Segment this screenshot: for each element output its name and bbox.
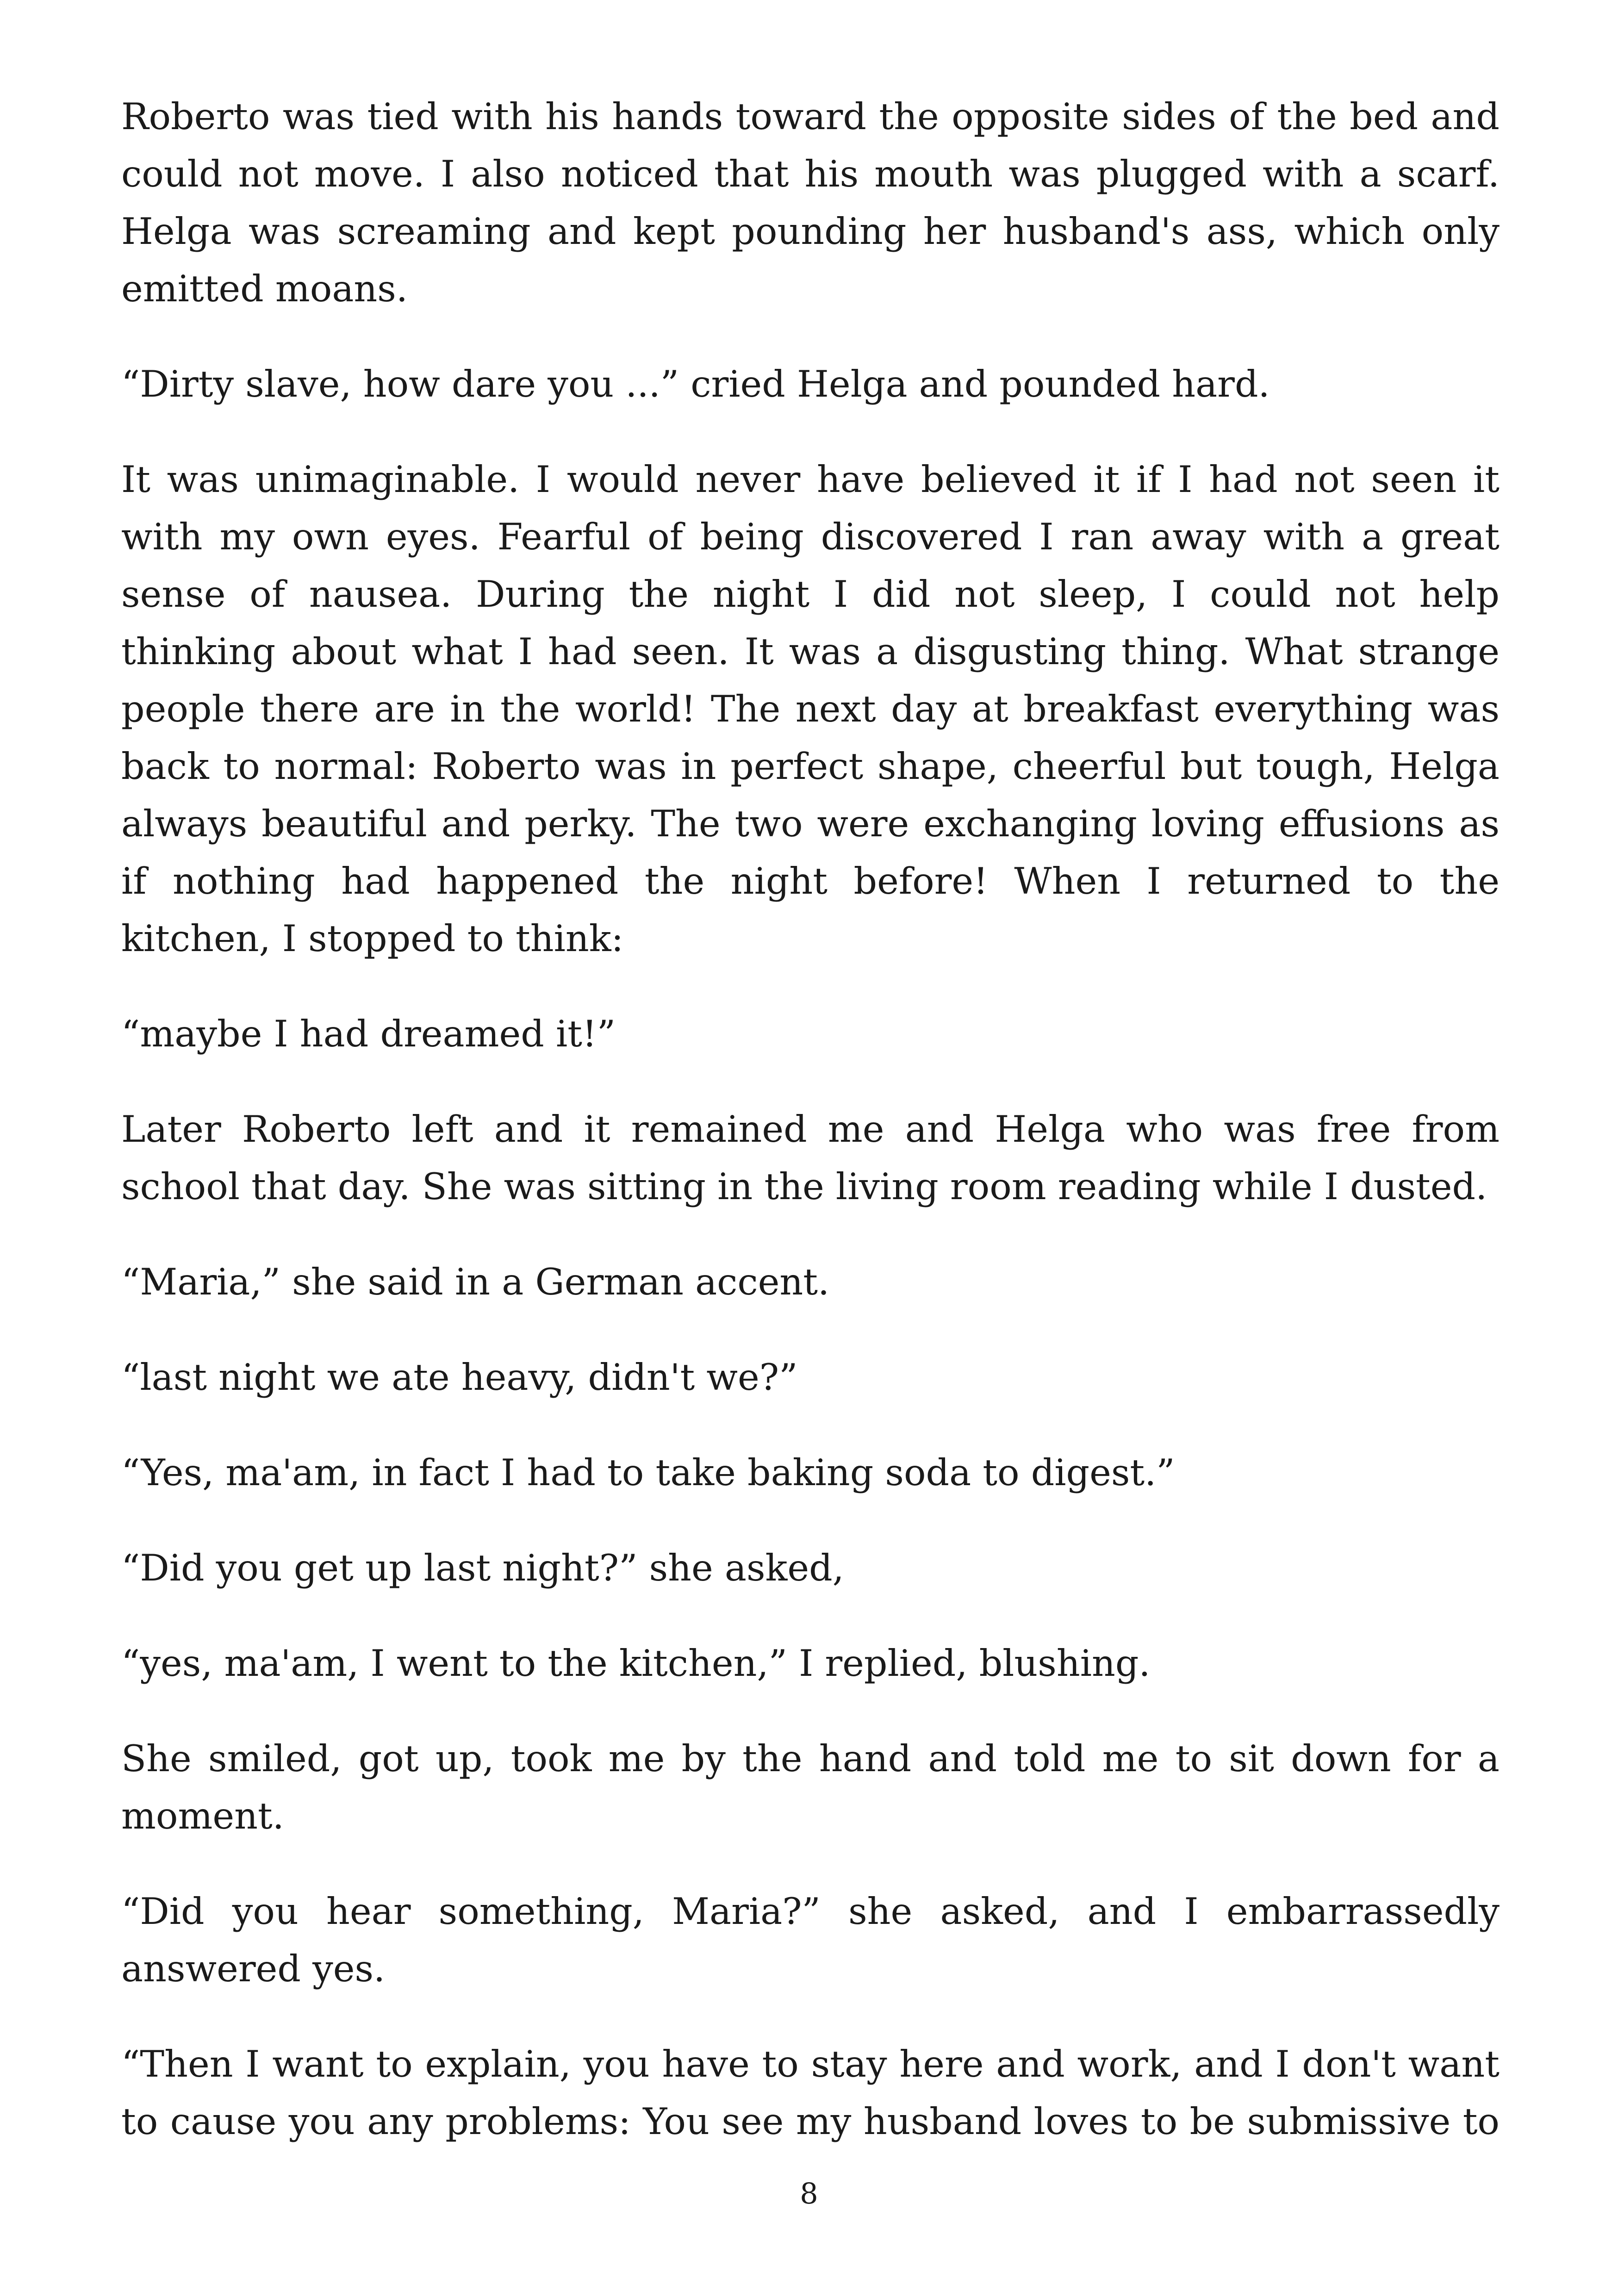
paragraph: “last night we ate heavy, didn't we?” [121, 1356, 798, 1399]
paragraph: “Did you get up last night?” she asked, [121, 1547, 844, 1589]
paragraph: It was unimaginable. I would never have believed it if I had not seen it with my own eyes. Fearful of being discovered I ran away with a great sense of nausea. During the night I did not sleep, I could not help thinking about what I had seen. It was a disgusting thing. What strange people there are in the world! The next day at breakfast everything was back to normal: Roberto was in perfect shape, cheerful but tough, Helga always beautiful and perky. The two were exchanging loving effusions as if nothing had happened the night before! When I returned to the kitchen, I stopped to think: [121, 458, 1500, 960]
paragraph: “Did you hear something, Maria?” she asked, and I embarrassedly answered yes. [121, 1890, 1500, 1990]
paragraph: Roberto was tied with his hands toward the opposite sides of the bed and could not move. I also noticed that his mouth was plugged with a scarf. Helga was screaming and kept pounding her husband's ass, which only emitted moans. [121, 95, 1500, 310]
page-number: 8 [800, 2177, 818, 2210]
paragraph: She smiled, got up, took me by the hand and told me to sit down for a moment. [121, 1737, 1500, 1837]
paragraph: “yes, ma'am, I went to the kitchen,” I replied, blushing. [121, 1642, 1151, 1685]
paragraph: “Maria,” she said in a German accent. [121, 1261, 830, 1303]
body-text [121, 88, 1500, 2150]
paragraph: “maybe I had dreamed it!” [121, 1013, 616, 1055]
paragraph: “Then I want to explain, you have to stay here and work, and I don't want to cause you any problems: You see my husband loves to be submissive to [121, 2043, 1500, 2143]
paragraph: Later Roberto left and it remained me and Helga who was free from school that day. She was sitting in the living room reading while I dusted. [121, 1108, 1500, 1208]
paragraph: “Yes, ma'am, in fact I had to take baking soda to digest.” [121, 1451, 1175, 1494]
paragraph: “Dirty slave, how dare you ...” cried Helga and pounded hard. [121, 363, 1270, 405]
